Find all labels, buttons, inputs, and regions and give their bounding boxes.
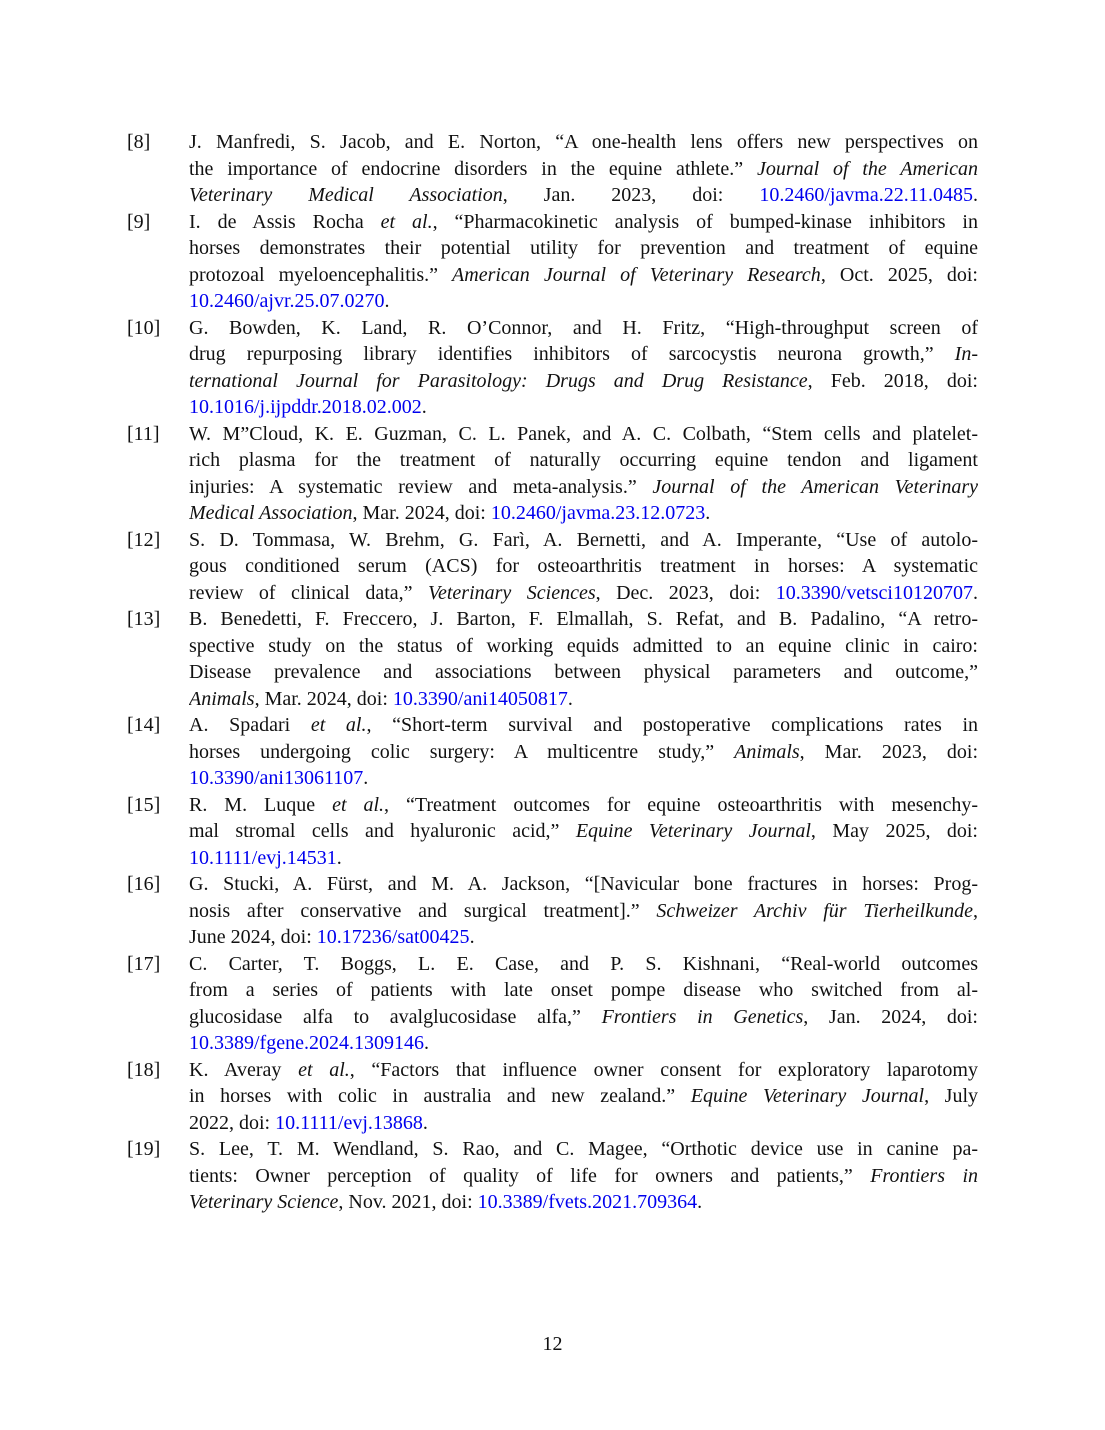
reference-line <box>189 580 978 607</box>
reference-line <box>189 898 978 925</box>
reference-line <box>189 447 978 474</box>
reference-line <box>189 156 978 183</box>
reference-line <box>189 792 978 819</box>
text-segment: , July <box>924 1085 978 1107</box>
reference-body <box>189 421 978 527</box>
doi-link[interactable]: 10.1111/evj.14531 <box>189 846 337 869</box>
reference-item <box>127 421 978 527</box>
text-segment: . <box>363 767 369 789</box>
text-segment: . <box>336 846 342 869</box>
text-segment: , Jan. 2024, doi: <box>803 1005 978 1028</box>
reference-line <box>189 368 978 395</box>
reference-line <box>189 182 978 209</box>
text-segment: W. M”Cloud, K. E. Guzman, C. L. Panek, and A. C. Colbath, “Stem cells and platelet- <box>189 422 978 445</box>
reference-label: [14] <box>127 714 161 736</box>
reference-body <box>189 792 978 872</box>
text-segment: . <box>705 502 711 524</box>
reference-item <box>127 129 978 209</box>
text-segment-italic: Equine Veterinary Journal <box>690 1085 925 1107</box>
reference-line <box>189 845 978 872</box>
text-segment: . <box>697 1191 703 1213</box>
text-segment: Disease prevalence and associations between physical parameters and outcome,” <box>189 661 978 683</box>
text-segment-italic: Veterinary Science <box>189 1191 339 1213</box>
reference-item <box>127 951 978 1057</box>
text-segment: , “Treatment outcomes for equine osteoarthritis with mesenchy- <box>384 793 978 816</box>
text-segment-italic: Journal of the American <box>756 157 978 180</box>
text-segment-italic: American Journal of Veterinary Research <box>452 263 821 286</box>
text-segment: the importance of endocrine disorders in the equine athlete.” <box>189 157 757 180</box>
text-segment: I. de Assis Rocha <box>189 210 381 233</box>
text-segment: . <box>421 396 427 418</box>
doi-link[interactable]: 10.3389/fvets.2021.709364 <box>477 1191 698 1213</box>
text-segment: in horses with colic in australia and new zealand.” <box>189 1085 691 1107</box>
text-segment: J. Manfredi, S. Jacob, and E. Norton, “A one-health lens offers new perspectives on <box>189 131 978 153</box>
reference-line <box>189 606 978 633</box>
text-segment: June 2024, doi: <box>189 926 317 948</box>
reference-item <box>127 1057 978 1137</box>
text-segment-italic: Journal of the American Veterinary <box>652 475 978 498</box>
reference-line <box>189 951 978 978</box>
text-segment: , May 2025, doi: <box>810 820 978 842</box>
doi-link[interactable]: 10.1111/evj.13868 <box>275 1111 423 1134</box>
reference-line <box>189 712 978 739</box>
text-segment: , Feb. 2018, doi: <box>807 369 978 392</box>
text-segment: spective study on the status of working equids admitted to an equine clinic in cairo: <box>189 634 978 657</box>
text-segment-italic: Medical Association <box>189 502 353 524</box>
reference-list <box>127 129 978 1216</box>
reference-label: [11] <box>127 422 160 445</box>
reference-line <box>189 288 978 315</box>
text-segment: S. D. Tommasa, W. Brehm, G. Farì, A. Bernetti, and A. Imperante, “Use of autolo- <box>189 528 978 551</box>
reference-line <box>189 421 978 448</box>
text-segment: . <box>973 581 978 604</box>
text-segment: tients: Owner perception of quality of life for owners and patients,” <box>189 1164 871 1187</box>
text-segment-italic: Frontiers in <box>870 1164 978 1187</box>
reference-line <box>189 1163 978 1190</box>
page-number: 12 <box>542 1333 563 1355</box>
text-segment-italic: et al. <box>298 1058 350 1081</box>
reference-item <box>127 606 978 712</box>
doi-link[interactable]: 10.2460/javma.23.12.0723 <box>490 502 706 524</box>
reference-line <box>189 977 978 1004</box>
text-segment: , Jan. 2023, doi: <box>502 184 760 206</box>
reference-line <box>189 871 978 898</box>
reference-line <box>189 341 978 368</box>
reference-line <box>189 394 978 421</box>
text-segment: , “Short-term survival and postoperative complications rates in <box>366 714 978 736</box>
text-segment: . <box>567 687 573 710</box>
text-segment-italic: Frontiers in Genetics <box>601 1005 804 1028</box>
reference-body <box>189 606 978 712</box>
reference-line <box>189 633 978 660</box>
reference-line <box>189 1030 978 1057</box>
text-segment: , Mar. 2024, doi: <box>254 687 393 710</box>
doi-link[interactable]: 10.1016/j.ijpddr.2018.02.002 <box>189 396 422 418</box>
text-segment: , Oct. 2025, doi: <box>820 263 978 286</box>
text-segment: glucosidase alfa to avalglucosidase alfa,” <box>189 1005 602 1028</box>
text-segment-italic: Animals <box>734 740 800 763</box>
text-segment: G. Bowden, K. Land, R. O’Connor, and H. Fritz, “High-throughput screen of <box>189 316 978 339</box>
doi-link[interactable]: 10.17236/sat00425 <box>316 926 470 948</box>
reference-line <box>189 527 978 554</box>
reference-line <box>189 924 978 951</box>
text-segment: 2022, doi: <box>189 1111 276 1134</box>
reference-body <box>189 209 978 315</box>
reference-line <box>189 739 978 766</box>
reference-label: [8] <box>127 131 151 153</box>
text-segment-italic: Schweizer Archiv für Tierheilkunde <box>656 899 973 922</box>
reference-body <box>189 951 978 1057</box>
reference-line <box>189 765 978 792</box>
reference-body <box>189 871 978 951</box>
text-segment: rich plasma for the treatment of naturally occurring equine tendon and ligament <box>189 449 978 471</box>
reference-line <box>189 1136 978 1163</box>
reference-line <box>189 129 978 156</box>
text-segment: , Nov. 2021, doi: <box>338 1191 478 1213</box>
reference-label: [9] <box>127 210 151 233</box>
text-segment-italic: Animals <box>189 687 255 710</box>
text-segment-italic: et al. <box>380 210 433 233</box>
text-segment-italic: Veterinary Sciences <box>427 581 596 604</box>
text-segment: nosis after conservative and surgical treatment].” <box>189 899 657 922</box>
reference-line <box>189 209 978 236</box>
reference-item <box>127 792 978 872</box>
text-segment: , Mar. 2024, doi: <box>352 502 491 524</box>
reference-line <box>189 474 978 501</box>
text-segment: . <box>422 1111 428 1134</box>
reference-body <box>189 1136 978 1216</box>
text-segment-italic: Equine Veterinary Journal <box>575 820 811 842</box>
reference-label: [13] <box>127 608 161 630</box>
reference-line <box>189 500 978 527</box>
reference-line <box>189 659 978 686</box>
text-segment: gous conditioned serum (ACS) for osteoarthritis treatment in horses: A systematic <box>189 555 978 577</box>
reference-label: [12] <box>127 528 161 551</box>
reference-line <box>189 315 978 342</box>
reference-line <box>189 1057 978 1084</box>
text-segment: . <box>469 926 475 948</box>
reference-body <box>189 1057 978 1137</box>
reference-body <box>189 527 978 607</box>
text-segment: review of clinical data,” <box>189 581 428 604</box>
reference-label: [10] <box>127 316 161 339</box>
text-segment-italic: et al. <box>332 793 385 816</box>
text-segment: S. Lee, T. M. Wendland, S. Rao, and C. Magee, “Orthotic device use in canine pa- <box>189 1138 978 1160</box>
text-segment: . <box>423 1032 429 1054</box>
doi-link[interactable]: 10.2460/javma.22.11.0485 <box>759 184 973 206</box>
reference-item <box>127 712 978 792</box>
text-segment: , <box>973 899 978 922</box>
reference-line <box>189 1004 978 1031</box>
reference-body <box>189 315 978 421</box>
text-segment: . <box>384 290 390 312</box>
text-segment: horses demonstrates their potential utility for prevention and treatment of equine <box>189 237 978 259</box>
doi-link[interactable]: 10.3389/fgene.2024.1309146 <box>189 1032 424 1054</box>
text-segment-italic: ternational Journal for Parasitology: Drugs and Drug Resistance <box>189 369 808 392</box>
reference-line <box>189 553 978 580</box>
reference-line <box>189 235 978 262</box>
reference-item <box>127 1136 978 1216</box>
text-segment: R. M. Luque <box>189 793 333 816</box>
reference-item <box>127 315 978 421</box>
reference-body <box>189 129 978 209</box>
text-segment: A. Spadari <box>189 714 311 736</box>
text-segment: protozoal myeloencephalitis.” <box>189 263 453 286</box>
text-segment: horses undergoing colic surgery: A multicentre study,” <box>189 740 735 763</box>
doi-link[interactable]: 10.3390/ani13061107 <box>189 767 364 789</box>
reference-item <box>127 871 978 951</box>
text-segment-italic: In- <box>954 343 978 365</box>
reference-line <box>189 262 978 289</box>
text-segment: , Mar. 2023, doi: <box>799 740 978 763</box>
text-segment-italic: et al. <box>310 714 367 736</box>
reference-item <box>127 209 978 315</box>
text-segment: from a series of patients with late onset pompe disease who switched from al- <box>189 979 978 1001</box>
reference-label: [19] <box>127 1138 161 1160</box>
text-segment: G. Stucki, A. Fürst, and M. A. Jackson, “[Navicular bone fractures in horses: Prog- <box>189 873 978 895</box>
text-segment: injuries: A systematic review and meta-analysis.” <box>189 475 653 498</box>
text-segment: mal stromal cells and hyaluronic acid,” <box>189 820 576 842</box>
reference-line <box>189 1083 978 1110</box>
text-segment-italic: Veterinary Medical Association <box>189 184 503 206</box>
doi-link[interactable]: 10.2460/ajvr.25.07.0270 <box>189 290 385 312</box>
reference-body <box>189 712 978 792</box>
reference-label: [17] <box>127 952 161 975</box>
reference-line <box>189 1189 978 1216</box>
doi-link[interactable]: 10.3390/ani14050817 <box>392 687 568 710</box>
text-segment: drug repurposing library identifies inhibitors of sarcocystis neurona growth,” <box>189 343 955 365</box>
text-segment: K. Averay <box>189 1058 299 1081</box>
text-segment: , Dec. 2023, doi: <box>595 581 776 604</box>
reference-label: [15] <box>127 793 161 816</box>
reference-label: [18] <box>127 1058 161 1081</box>
text-segment: , “Factors that influence owner consent for exploratory laparotomy <box>349 1058 978 1081</box>
reference-label: [16] <box>127 873 161 895</box>
text-segment: , “Pharmacokinetic analysis of bumped-kinase inhibitors in <box>432 210 978 233</box>
reference-line <box>189 686 978 713</box>
text-segment: B. Benedetti, F. Freccero, J. Barton, F. Elmallah, S. Refat, and B. Padalino, “A retro- <box>189 608 978 630</box>
reference-item <box>127 527 978 607</box>
reference-line <box>189 1110 978 1137</box>
text-segment: . <box>973 184 978 206</box>
reference-line <box>189 818 978 845</box>
doi-link[interactable]: 10.3390/vetsci10120707 <box>775 581 973 604</box>
text-segment: C. Carter, T. Boggs, L. E. Case, and P. S. Kishnani, “Real-world outcomes <box>189 952 978 975</box>
